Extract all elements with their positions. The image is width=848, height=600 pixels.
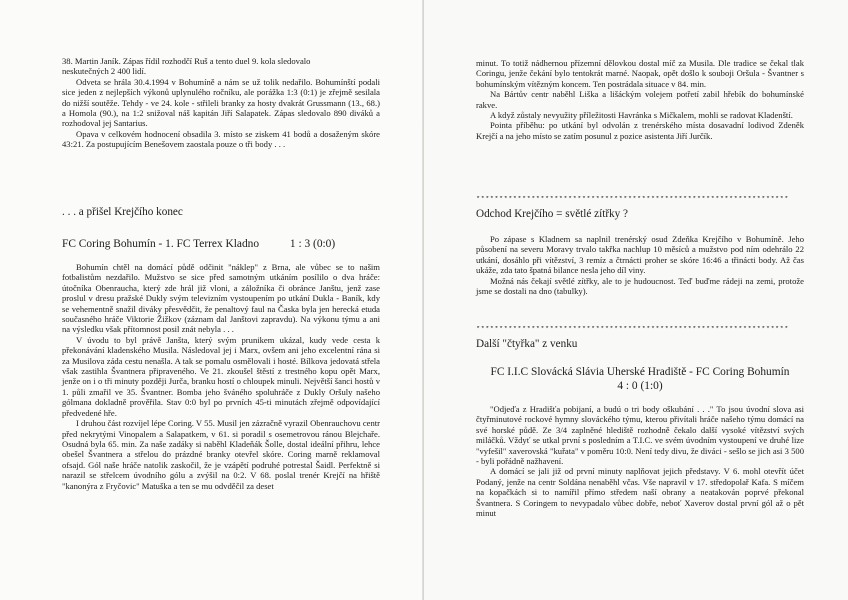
paragraph-continued: minut. To totiž nádhernou přízemní dělovkou dostal míč za Musila. Dle tradice se čekal tlak Coringu, jenže čekání bylo tentokrát marné. Naopak, opět došlo k souboji Oršula - Švantner s bohumínským vítězným koncem. Ten postrádala situace v 84. min. [476, 58, 804, 89]
star-divider: ******************************************************************** [476, 326, 789, 334]
section-heading: Odchod Krejčího = světlé zítřky ? [476, 208, 629, 220]
paragraph: "Odjeďa z Hradišťa pobijaní, a budú o tri body oškubání . . ." To jsou úvodní slova asi čtyřminutové rockové hymny slováckého týmu, kterou přivítali hráče našeho týmu domácí na své horské půdě. Ze 3/4 zaplněné hlediště rozhodně čekalo další vysoké vítězství svých miláčků. Vždyť se utkal první s posledním a T.I.C. ve svém úvodním vystoupení ve druhé lize "vyfešil" xaverovská "kuřata" v poměru 10:0. Není tedy divu, že diváci - sešlo se jich asi 3 500 - byli pořádně nažhavení. [476, 404, 804, 467]
paragraph: Bohumín chtěl na domácí půdě odčinit "náklep" z Brna, ale vůbec se to našim fotbalistům nezdařilo. Mužstvo se sice před samotným utkáním posílilo o dva hráče: útočníka Obenraucha, který zde hrál již vloni, a záložníka či obránce Janštu, jenž zase proslul v dresu pražské Dukly svým televizním vystoupením po utkání Dukla - Baník, kdy se vehementně snažil diváky přesvědčit, že penaltový faul na Časka byla jen herecká etuda současného hráče Viktorie Žižkov (záznam dal Janštovi zapravdu). Na výkonu týmu a ani na výsledku však přítomnost posil znát nebyla . . . [62, 262, 380, 335]
paragraph: Pointa příběhu: po utkání byl odvolán z trenérského místa dosavadní lodivod Zdeněk Krejčí a na jeho místo se zatím posunul z pozice asistenta Jiří Jurčík. [476, 120, 804, 141]
paragraph: Po zápase s Kladnem sa naplnil trenérský osud Zdeňka Krejčího v Bohumíně. Jeho působení na severu Moravy trvalo takřka nachlup 10 měsíců a mužstvo pod ním odehrálo 22 utkání, dosáhlo při vítězství, 3 remíz a čtrnácti proher se skóre 16:46 a třinácti body. Až čas ukáže, zda tato špatná bilance nesla jeho díl viny. [476, 234, 804, 276]
star-divider: ******************************************************************** [476, 196, 789, 204]
paragraph: Možná nás čekají světlé zítřky, ale to je hudoucnost. Teď buďme rádeji na zemi, protože jsme se dostali na dno (tabulky). [476, 275, 804, 297]
intro-line: neskutečných 2 400 lidí. [62, 66, 147, 77]
paragraph: I druhou část rozvíjel lépe Coring. V 55. Musil jen zázračně vyrazil Obenrauchovu centr před nekrytými Vinopalem a Salapatkem, v 61. si poradil s osemetrovou ránou Blejchaře. Osudná byla 65. min. Za naše zadáky si naběhl Kladeňák Šolle, dostal ideální přihru, lehce obešel Švantnera a střelou do prázdné branky otevřel skóre. Coring marně reklamoval ofsajd. Gól naše hráče natolik zaskočil, že je vzápětí podruhé potrestal Šaidl. Perfektně si narazil se střelcem úvodního gólu a zvýšil na 0:2. V 68. poslal trenér Krejčí na hřiště "kanonýra z Fryčovic" Matuška a ten se mu odvděčil za deset [62, 418, 380, 491]
match-title: FC Coring Bohumín - 1. FC Terrex Kladno [62, 238, 260, 250]
match-header [62, 238, 335, 251]
paragraph: Na Bártův centr naběhl Liška a lišáckým volejem potřetí zabil hřebík do bohumínské rakve. [476, 89, 804, 110]
left-text-column [62, 56, 380, 150]
paragraph: V úvodu to byl právě Janšta, který svým prunikem ukázal, kudy vede cesta k překonávání kladenského Musila. Následoval jej i Marx, ovšem ani jeho excelentní rána si za Musilova záda cestu nenašla. A tak se pomalu osmělovali i hosté. Bílkova jedovatá střela však zastihla Švantnera připraveného. Ve 21. zkoušel štěstí z trestného kopu opět Marx, jenže on i o tři minuty později Jurča, branku hostí o chloupek minuli. Největší šanci hostů v 1. půli zmařil ve 35. Švantner. Bomba jeho šváného spoluhráče z Dukly Oršuly našeho gólmana dokladně prověřila. Stav 0:0 byl po prvních 45-ti minutách zřejmě odpovídající předvedené hře. [62, 334, 380, 418]
paragraph: A když zůstaly nevyužity příležitosti Havránka s Mičkalem, mohli se radovat Kladenští. [490, 110, 793, 121]
match-score: 4 : 0 (1:0) [617, 380, 663, 392]
match-score: 1 : 3 (0:0) [289, 238, 336, 250]
paragraph: A domácí se jali již od první minuty naplňovat jejich představy. V 6. mohl otevřít účet Podaný, jenže na centr Soldána nenaběhl včas. Vše napravil v 17. středopolař Kafa. S míčem na kopačkách si to namířil přímo středem naší obrany a neatakován poprvé překonal Švantnera. S Coringem to nevypadalo vůbec dobře, neboť Xaverov dostal první gól až o pět minut [476, 466, 804, 519]
paragraph-return-match: Odveta se hrála 30.4.1994 v Bohumíně a nám se už tolik nedařilo. Bohumínští podali sice jeden z nejlepších výkonů uplynulého ročníku, ale porážka 1:3 (0:1) je zřejmě sesilala do nižší soutěže. Tehdy - ve 24. kole - střileli branky za hosty dvakrát Grussmann (13., 68.) a Homola (90.), na 1:2 snižoval náš kapitán Jiří Salapatek. Zápas sledovalo 890 diváků a rozhodoval jej Santarius. [62, 76, 380, 129]
section-heading: Další "čtyřka" z venku [476, 338, 578, 350]
right-page [424, 0, 848, 600]
match-title: FC I.I.C Slovácká Slávia Uherské Hradiště - FC Coring Bohumín [490, 366, 790, 378]
intro-line: 38. Martin Janík. Zápas řídil rozhodčí Ruš a tento duel 9. kola sledovalo [62, 56, 311, 66]
right-text-middle [476, 234, 804, 296]
right-text-top [476, 58, 804, 141]
paragraph-opava: Opava v celkovém hodnocení obsadila 3. místo se ziskem 41 bodů a dosaženým skóre 43:21. Za postupujícím Benešovem zaostala pouze o tři body . . . [62, 128, 380, 150]
right-text-bottom [476, 404, 804, 518]
section-heading: . . . a přišel Krejčího konec [62, 206, 183, 218]
match-report [62, 262, 380, 491]
